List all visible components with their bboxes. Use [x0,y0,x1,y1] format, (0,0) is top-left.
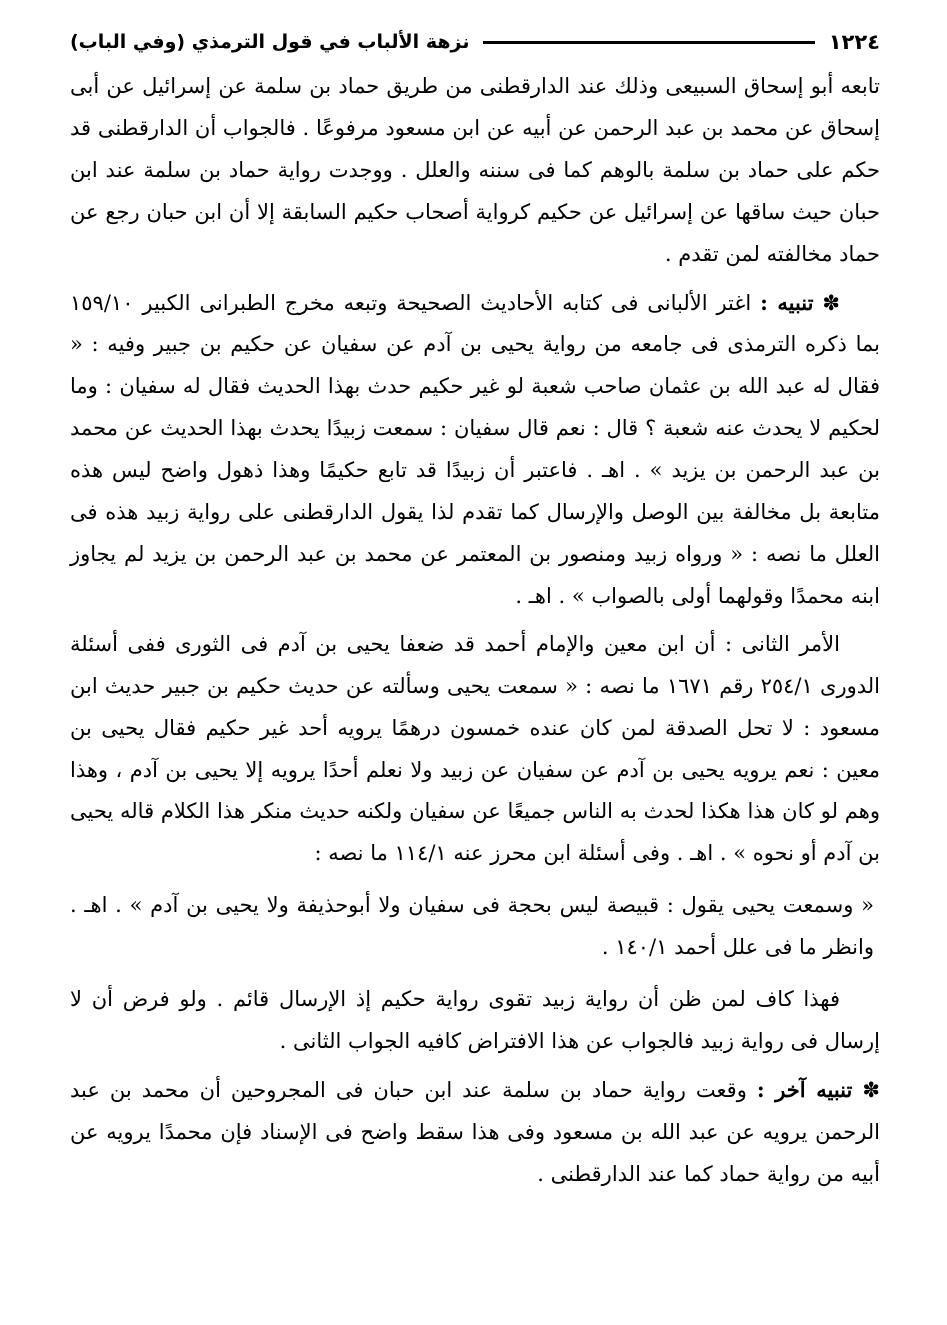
paragraph-note [70,282,880,618]
document-page [70,24,880,1196]
running-title: نزهة الألباب في قول الترمذي (وفي الباب) [70,31,470,53]
paragraph [70,979,880,1063]
note-lead: تنبيه : [760,289,814,315]
page-number: ١٢٢٤ [828,30,880,54]
paragraph-text: فهذا كاف لمن ظن أن رواية زبيد تقوى رواية حكيم إذ الإرسال قائم . ولو فرض أن لا إرسال فى رواية زبيد فالجواب عن هذا الافتراض كافيه الجواب الثانى . [70,987,880,1053]
paragraph-text: اغتر الألبانى فى كتابه الأحاديث الصحيحة وتبعه مخرج الطبرانى الكبير ١٥٩/١٠ بما ذكره الترمذى فى جامعه من رواية يحيى بن آدم عن سفيان عن حكيم بن جبير وفيه : « فقال له عبد الله بن عثمان صاحب شعبة لو غير حكيم حدث بهذا الحديث فقال له سفيان : وما لحكيم لا يحدث عنه شعبة ؟ قال : نعم قال سفيان : سمعت زبيدًا يحدث بهذا الحديث عن محمد بن عبد الرحمن بن يزيد » . اهـ . فاعتبر أن زبيدًا قد تابع حكيمًا وهذا ذهول واضح ليس هذه متابعة بل مخالفة بين الوصل والإرسال كما تقدم لذا يقول الدارقطنى على رواية زبيد هذه فى العلل ما نصه : « ورواه زبيد ومنصور بن المعتمر عن محمد بن عبد الرحمن بن يزيد لم يجاوز ابنه محمدًا وقولهما أولى بالصواب » . اهـ . [70,290,880,608]
paragraph-text: الأمر الثانى : أن ابن معين والإمام أحمد قد ضعفا يحيى بن آدم فى الثورى ففى أسئلة الدورى ٢٥٤/١ رقم ١٦٧١ ما نصه : « سمعت يحيى وسألته عن حديث حكيم بن جبير حديث ابن مسعود : لا تحل الصدقة لمن كان عنده خمسون درهمًا يرويه أحد غير حكيم فقال يحيى بن معين : نعم يرويه يحيى بن آدم عن سفيان عن زبيد ولا نعلم أحدًا يرويه إلا يحيى بن آدم ، وهذا وهم لو كان هذا هكذا لحدث به الناس جميعًا عن سفيان ولكنه حديث منكر هذا الكلام قاله يحيى بن آدم أو نحوه » . اهـ . وفى أسئلة ابن محرز عنه ١١٤/١ ما نصه : [70,631,880,866]
paragraph [70,624,880,875]
quote-block [70,885,874,969]
paragraph-note [70,1069,880,1196]
star-bullet-icon: ✽ [822,290,840,315]
paragraph-text: تابعه أبو إسحاق السبيعى وذلك عند الدارقطنى من طريق حماد بن سلمة عن إسرائيل عن أبى إسحاق عن محمد بن عبد الرحمن عن أبيه عن ابن مسعود مرفوعًا . فالجواب أن الدارقطنى قد حكم على حماد بن سلمة بالوهم كما فى سننه والعلل . ووجدت رواية حماد بن سلمة عند ابن حبان حيث ساقها عن إسرائيل عن حكيم كرواية أصحاب حكيم السابقة إلا أن ابن حبان رجع عن حماد مخالفته لمن تقدم . [70,74,880,266]
page-header [70,24,880,60]
note-lead: تنبيه آخر : [756,1076,853,1102]
header-rule [483,41,814,44]
body-text [70,66,880,1196]
paragraph [70,66,880,276]
quote-text: « وسمعت يحيى يقول : قبيصة ليس بحجة فى سفيان ولا أبوحذيفة ولا يحيى بن آدم » . اهـ . وانظر ما فى علل أحمد ١٤٠/١ . [70,893,874,960]
star-bullet-icon: ✽ [862,1077,880,1102]
paragraph-text: وقعت رواية حماد بن سلمة عند ابن حبان فى المجروحين أن محمد بن عبد الرحمن يرويه عن عبد الله بن مسعود وفى هذا سقط واضح فى الإسناد فإن محمدًا يرويه عن أبيه من رواية حماد كما عند الدارقطنى . [70,1077,880,1186]
